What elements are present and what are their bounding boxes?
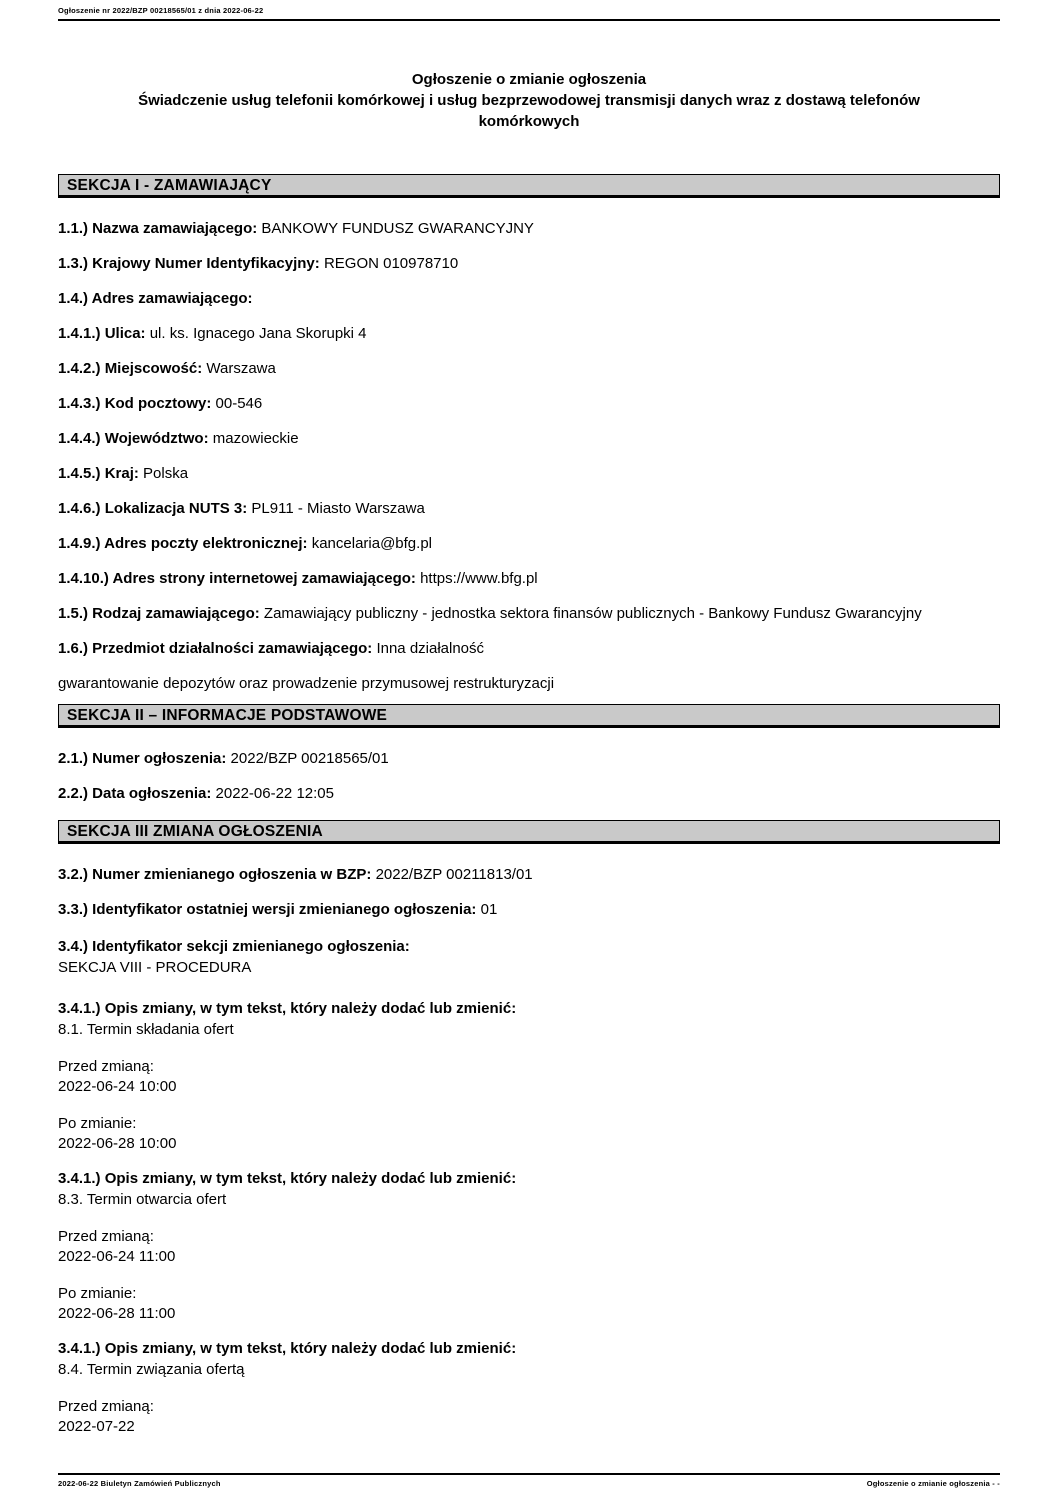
- field-label: 2.2.) Data ogłoszenia:: [58, 785, 212, 802]
- field-identyfikator-wersji: [58, 901, 1000, 918]
- field-label: 1.1.) Nazwa zamawiającego:: [58, 220, 258, 237]
- field-ulica: [58, 325, 1000, 342]
- field-label: 1.4.10.) Adres strony internetowej zamawiającego:: [58, 570, 416, 587]
- field-value: 01: [480, 901, 498, 918]
- field-adres-zamawiajacego: [58, 290, 1000, 307]
- change-after: [58, 1114, 1000, 1154]
- field-value: https://www.bfg.pl: [420, 570, 538, 587]
- document-title: [89, 69, 969, 132]
- change-after: [58, 1284, 1000, 1324]
- field-data-ogloszenia: [58, 785, 1000, 802]
- field-label: 1.3.) Krajowy Numer Identyfikacyjny:: [58, 255, 320, 272]
- before-label: Przed zmianą:: [58, 1228, 154, 1245]
- field-numer-ogloszenia: [58, 750, 1000, 767]
- field-label: 1.4.1.) Ulica:: [58, 325, 146, 342]
- header-announcement-ref: Ogłoszenie nr 2022/BZP 00218565/01 z dnia 2022-06-22: [58, 6, 264, 15]
- field-kraj: [58, 465, 1000, 482]
- before-value: 2022-06-24 11:00: [58, 1248, 176, 1265]
- field-value: 2022/BZP 00211813/01: [375, 866, 533, 883]
- document-body: [58, 69, 1000, 1437]
- field-value: 00-546: [215, 395, 263, 412]
- before-label: Przed zmianą:: [58, 1058, 154, 1075]
- field-krajowy-numer: [58, 255, 1000, 272]
- field-value: REGON 010978710: [323, 255, 459, 272]
- before-value: 2022-07-22: [58, 1418, 135, 1435]
- field-label: 1.4.9.) Adres poczty elektronicznej:: [58, 535, 308, 552]
- document-header: [58, 0, 1000, 21]
- field-label: 3.2.) Numer zmienianego ogłoszenia w BZP:: [58, 866, 372, 883]
- section-1-heading: [58, 174, 1000, 198]
- after-value: 2022-06-28 11:00: [58, 1305, 176, 1322]
- footer-right-text: Ogłoszenie o zmianie ogłoszenia - -: [866, 1479, 1000, 1488]
- activity-note: gwarantowanie depozytów oraz prowadzenie przymusowej restrukturyzacji: [58, 675, 555, 692]
- field-value: ul. ks. Ignacego Jana Skorupki 4: [149, 325, 367, 342]
- field-label: 1.4.3.) Kod pocztowy:: [58, 395, 212, 412]
- field-adres-poczty: [58, 535, 1000, 552]
- field-kod-pocztowy: [58, 395, 1000, 412]
- field-value: 2022-06-22 12:05: [215, 785, 334, 802]
- change-block-2: [58, 1168, 1000, 1324]
- change-label: 3.4.1.) Opis zmiany, w tym tekst, który należy dodać lub zmienić:: [58, 1340, 517, 1357]
- field-label: 1.6.) Przedmiot działalności zamawiającego:: [58, 640, 373, 657]
- field-value: 2022/BZP 00218565/01: [230, 750, 389, 767]
- change-block-1: [58, 998, 1000, 1154]
- field-label: 3.3.) Identyfikator ostatniej wersji zmienianego ogłoszenia:: [58, 901, 477, 918]
- field-label: 1.4.6.) Lokalizacja NUTS 3:: [58, 500, 248, 517]
- field-label: 1.4.2.) Miejscowość:: [58, 360, 203, 377]
- section-2-heading: [58, 704, 1000, 728]
- field-rodzaj-zamawiajacego: [58, 605, 1000, 622]
- field-label: 1.4.) Adres zamawiającego:: [58, 290, 253, 307]
- change-before: [58, 1057, 1000, 1097]
- field-label: 1.4.5.) Kraj:: [58, 465, 139, 482]
- field-value: Warszawa: [206, 360, 276, 377]
- change-subject: 8.3. Termin otwarcia ofert: [58, 1191, 227, 1208]
- field-label: 1.5.) Rodzaj zamawiającego:: [58, 605, 260, 622]
- field-identyfikator-sekcji: [58, 936, 1000, 978]
- field-przedmiot-dzialalnosci: [58, 640, 1000, 657]
- field-value: Inna działalność: [376, 640, 485, 657]
- field-lokalizacja-nuts: [58, 500, 1000, 517]
- title-line-subject: Świadczenie usług telefonii komórkowej i usług bezprzewodowej transmisji danych wraz z dostawą telefonów komórkowych: [138, 92, 920, 130]
- before-label: Przed zmianą:: [58, 1398, 154, 1415]
- change-before: [58, 1397, 1000, 1437]
- section-3-heading-label: SEKCJA III ZMIANA OGŁOSZENIA: [67, 823, 323, 840]
- footer-left-text: 2022-06-22 Biuletyn Zamówień Publicznych: [58, 1479, 221, 1488]
- field-label: 2.1.) Numer ogłoszenia:: [58, 750, 227, 767]
- after-label: Po zmianie:: [58, 1285, 137, 1302]
- before-value: 2022-06-24 10:00: [58, 1078, 177, 1095]
- field-numer-zmienianego: [58, 866, 1000, 883]
- change-subject: 8.4. Termin związania ofertą: [58, 1361, 245, 1378]
- field-label: 1.4.4.) Województwo:: [58, 430, 209, 447]
- field-wojewodztwo: [58, 430, 1000, 447]
- field-value: kancelaria@bfg.pl: [311, 535, 432, 552]
- after-label: Po zmianie:: [58, 1115, 137, 1132]
- field-value: PL911 - Miasto Warszawa: [251, 500, 425, 517]
- change-label: 3.4.1.) Opis zmiany, w tym tekst, który należy dodać lub zmienić:: [58, 1000, 517, 1017]
- section-2-heading-label: SEKCJA II – INFORMACJE PODSTAWOWE: [67, 707, 388, 724]
- field-value: Zamawiający publiczny - jednostka sektora finansów publicznych - Bankowy Fundusz Gwarancyjny: [263, 605, 922, 622]
- after-value: 2022-06-28 10:00: [58, 1135, 177, 1152]
- title-line-main: Ogłoszenie o zmianie ogłoszenia: [411, 71, 647, 88]
- field-label: 3.4.) Identyfikator sekcji zmienianego ogłoszenia:: [58, 938, 410, 955]
- field-value: Polska: [143, 465, 189, 482]
- section-3-heading: [58, 820, 1000, 844]
- field-adres-strony: [58, 570, 1000, 587]
- change-block-3: [58, 1338, 1000, 1437]
- field-miejscowosc: [58, 360, 1000, 377]
- change-label: 3.4.1.) Opis zmiany, w tym tekst, który należy dodać lub zmienić:: [58, 1170, 517, 1187]
- change-subject: 8.1. Termin składania ofert: [58, 1021, 234, 1038]
- field-value: mazowieckie: [212, 430, 299, 447]
- section-1-heading-label: SEKCJA I - ZAMAWIAJĄCY: [67, 177, 272, 194]
- document-footer: [58, 1473, 1000, 1488]
- field-nazwa-zamawiajacego: [58, 220, 1000, 237]
- change-before: [58, 1227, 1000, 1267]
- field-value: SEKCJA VIII - PROCEDURA: [58, 959, 252, 976]
- field-value: BANKOWY FUNDUSZ GWARANCYJNY: [261, 220, 534, 237]
